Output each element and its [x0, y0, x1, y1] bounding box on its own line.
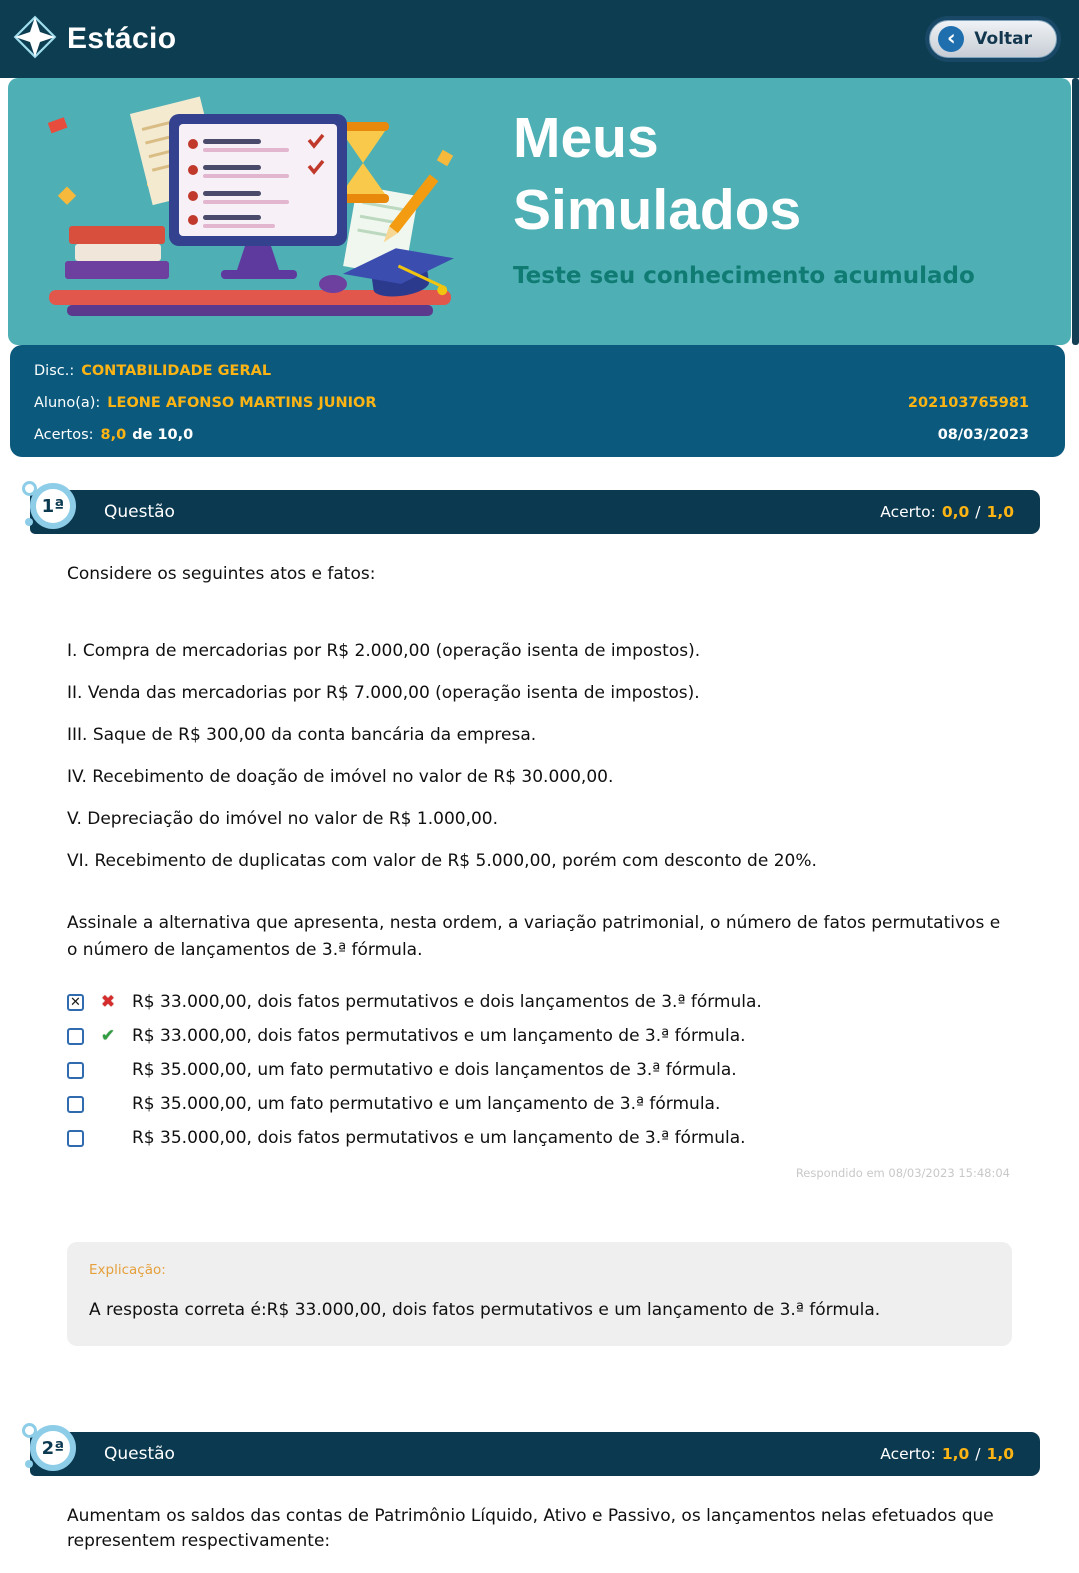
option-text: R$ 35.000,00, um fato permutativo e dois lançamentos de 3.ª fórmula.: [132, 1060, 737, 1080]
banner-text: [513, 78, 975, 345]
question-header-bar: [30, 490, 1040, 534]
checkbox-checked[interactable]: ✕: [67, 994, 84, 1011]
checkbox[interactable]: [67, 1130, 84, 1147]
score-earned: 1,0: [941, 1445, 970, 1463]
page-title-line2: Simulados: [513, 178, 802, 243]
wrong-mark-icon: ✖: [100, 992, 116, 1012]
student-row: [34, 395, 1029, 411]
page-title-line1: Meus: [513, 106, 659, 170]
answer-option-2[interactable]: [67, 1024, 1012, 1049]
answer-option-3[interactable]: [67, 1058, 1012, 1083]
checkbox[interactable]: [67, 1028, 84, 1045]
question-2-body: [30, 1476, 1040, 1554]
question-1: [30, 490, 1040, 1346]
discipline-value: CONTABILIDADE GERAL: [81, 363, 272, 379]
question-intro: Considere os seguintes atos e fatos:: [67, 564, 376, 584]
estacio-brand[interactable]: [12, 14, 177, 64]
estacio-logo-icon: [12, 14, 58, 64]
answer-options: [67, 990, 1012, 1151]
question-2: [30, 1432, 1040, 1554]
fact-item: VI. Recebimento de duplicatas com valor de R$ 5.000,00, porém com desconto de 20%.: [67, 851, 817, 871]
questions-list: [0, 457, 1079, 1554]
score-total: de 10,0: [132, 427, 194, 443]
question-facts: [67, 639, 1012, 874]
question-prompt: Assinale a alternativa que apresenta, nesta ordem, a variação patrimonial, o número de fatos permutativos e o número de lançamentos de 3.ª fórmula.: [67, 913, 1001, 960]
fact-item: V. Depreciação do imóvel no valor de R$ 1.000,00.: [67, 809, 499, 829]
top-header: [0, 0, 1079, 78]
back-button-label: Voltar: [974, 29, 1032, 49]
explanation-text: A resposta correta é:R$ 33.000,00, dois fatos permutativos e um lançamento de 3.ª fórmula.: [89, 1300, 881, 1320]
correct-mark-icon: ✔: [100, 1026, 116, 1046]
question-score: [880, 1445, 1014, 1463]
option-text: R$ 33.000,00, dois fatos permutativos e dois lançamentos de 3.ª fórmula.: [132, 992, 762, 1012]
discipline-row: [34, 363, 1029, 379]
question-number-badge: 2ª: [30, 1425, 76, 1471]
question-title: Questão: [104, 1444, 175, 1464]
answer-option-1[interactable]: [67, 990, 1012, 1015]
checkbox[interactable]: [67, 1062, 84, 1079]
option-text: R$ 33.000,00, dois fatos permutativos e um lançamento de 3.ª fórmula.: [132, 1026, 746, 1046]
exam-info-bar: [10, 345, 1065, 457]
checkbox[interactable]: [67, 1096, 84, 1113]
question-1-header: [30, 490, 1040, 534]
question-1-body: [30, 534, 1040, 1346]
question-intro: Aumentam os saldos das contas de Patrimônio Líquido, Ativo e Passivo, os lançamentos nelas efetuados que representem respectivamente:: [67, 1506, 994, 1551]
student-name: LEONE AFONSO MARTINS JUNIOR: [107, 395, 377, 411]
student-label: Aluno(a):: [34, 395, 101, 411]
back-arrow-icon: ‹: [938, 26, 964, 52]
fact-item: II. Venda das mercadorias por R$ 7.000,00 (operação isenta de impostos).: [67, 683, 700, 703]
banner: [8, 78, 1071, 345]
explanation-label: Explicação:: [89, 1262, 166, 1278]
score-label: Acerto:: [880, 1445, 936, 1463]
exam-date: 08/03/2023: [937, 427, 1029, 443]
score-row: [34, 427, 1029, 443]
score-earned: 0,0: [941, 503, 970, 521]
question-2-header: [30, 1432, 1040, 1476]
page-subtitle: Teste seu conhecimento acumulado: [513, 262, 975, 289]
score-label: Acerto:: [880, 503, 936, 521]
banner-illustration: [8, 78, 513, 345]
discipline-label: Disc.:: [34, 363, 75, 379]
page-title: [513, 102, 975, 247]
fact-item: IV. Recebimento de doação de imóvel no valor de R$ 30.000,00.: [67, 767, 614, 787]
question-title: Questão: [104, 502, 175, 522]
score-separator: /: [975, 503, 981, 521]
question-number-badge: 1ª: [30, 483, 76, 529]
score-separator: /: [975, 1445, 981, 1463]
score-value: 8,0: [100, 427, 127, 443]
brand-name: Estácio: [67, 22, 177, 55]
score-max: 1,0: [986, 1445, 1014, 1463]
answered-timestamp: Respondido em 08/03/2023 15:48:04: [795, 1166, 1010, 1180]
fact-item: I. Compra de mercadorias por R$ 2.000,00 (operação isenta de impostos).: [67, 641, 701, 661]
back-button[interactable]: [929, 20, 1057, 58]
score-label: Acertos:: [34, 427, 94, 443]
student-id: 202103765981: [907, 395, 1029, 411]
answer-option-4[interactable]: [67, 1092, 1012, 1117]
option-text: R$ 35.000,00, dois fatos permutativos e um lançamento de 3.ª fórmula.: [132, 1128, 746, 1148]
question-score: [880, 503, 1014, 521]
question-header-bar: [30, 1432, 1040, 1476]
explanation-box: [67, 1242, 1012, 1346]
scrollbar[interactable]: [1072, 78, 1079, 345]
score-max: 1,0: [986, 503, 1014, 521]
answer-option-5[interactable]: [67, 1126, 1012, 1151]
option-text: R$ 35.000,00, um fato permutativo e um lançamento de 3.ª fórmula.: [132, 1094, 721, 1114]
fact-item: III. Saque de R$ 300,00 da conta bancária da empresa.: [67, 725, 537, 745]
